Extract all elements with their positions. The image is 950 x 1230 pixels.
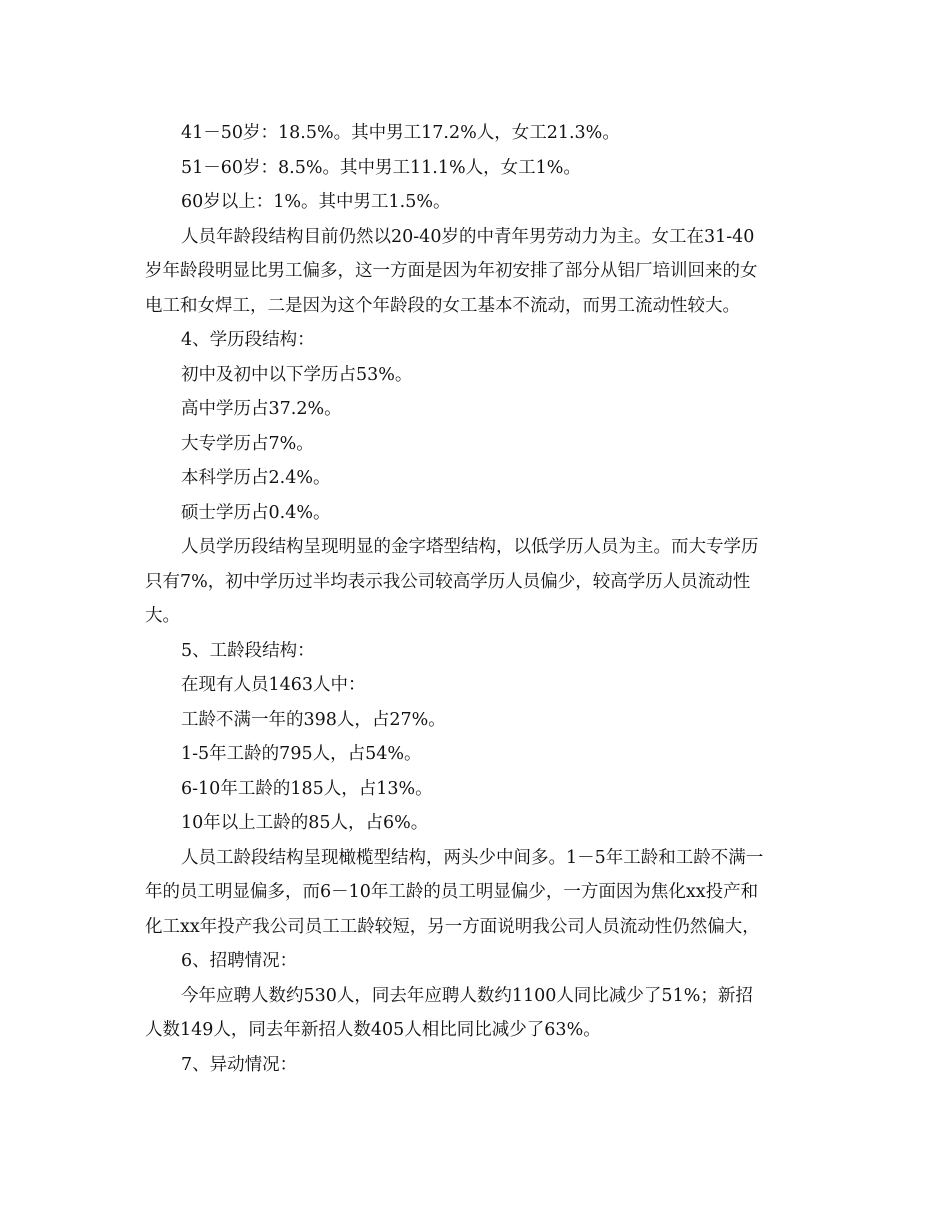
paragraph-line: 今年应聘人数约530人，同去年应聘人数约1100人同比减少了51%；新招 xyxy=(181,985,753,1006)
seniority-item: 1-5年工龄的795人，占54%。 xyxy=(181,744,422,764)
education-item: 硕士学历占0.4%。 xyxy=(181,502,331,523)
paragraph-line: 人数149人，同去年新招人数405人相比同比减少了63%。 xyxy=(145,1020,601,1040)
section5-heading: 5、工龄段结构： xyxy=(181,640,315,661)
recruitment-summary-paragraph xyxy=(145,979,805,1048)
seniority-item: 6-10年工龄的185人，占13%。 xyxy=(181,778,433,799)
education-item: 高中学历占37.2%。 xyxy=(181,399,342,419)
paragraph-line: 人员年龄段结构目前仍然以20-40岁的中青年男劳动力为主。女工在31-40 xyxy=(181,226,755,247)
age-41-50-line: 41－50岁：18.5%。其中男工17.2%人，女工21.3%。 xyxy=(181,123,620,143)
paragraph-line: 人员工龄段结构呈现橄榄型结构，两头少中间多。1－5年工龄和工龄不满一 xyxy=(181,847,764,868)
paragraph-line: 电工和女焊工，二是因为这个年龄段的女工基本不流动，而男工流动性较大。 xyxy=(145,295,740,316)
education-item: 初中及初中以下学历占53%。 xyxy=(181,364,413,385)
seniority-item: 工龄不满一年的398人，占27%。 xyxy=(181,709,446,730)
age-60-plus-line: 60岁以上：1%。其中男工1.5%。 xyxy=(181,192,451,212)
seniority-item: 10年以上工龄的85人，占6%。 xyxy=(181,813,429,833)
age-summary-paragraph xyxy=(145,220,805,324)
paragraph-line: 岁年龄段明显比男工偏多，这一方面是因为年初安排了部分从铝厂培训回来的女 xyxy=(145,261,758,281)
section4-heading: 4、学历段结构： xyxy=(181,330,315,350)
age-51-60-line: 51－60岁：8.5%。其中男工11.1%人，女工1%。 xyxy=(181,157,581,178)
section7-heading: 7、异动情况： xyxy=(181,1054,298,1075)
paragraph-line: 大。 xyxy=(145,606,180,626)
education-summary-paragraph xyxy=(145,530,805,634)
paragraph-line: 人员学历段结构呈现明显的金字塔型结构，以低学历人员为主。而大专学历 xyxy=(181,537,759,557)
education-item: 大专学历占7%。 xyxy=(181,433,314,454)
paragraph-line: 化工xx年投产我公司员工工龄较短，另一方面说明我公司人员流动性仍然偏大， xyxy=(145,916,760,937)
document-page xyxy=(145,116,805,1082)
education-item: 本科学历占2.4%。 xyxy=(181,468,331,488)
seniority-item: 在现有人员1463人中： xyxy=(181,675,366,695)
section6-heading: 6、招聘情况： xyxy=(181,951,298,971)
paragraph-line: 年的员工明显偏多，而6－10年工龄的员工明显偏少，一方面因为焦化xx投产和 xyxy=(145,882,759,902)
paragraph-line: 只有7%，初中学历过半均表示我公司较高学历人员偏少，较高学历人员流动性 xyxy=(145,571,751,592)
seniority-summary-paragraph xyxy=(145,841,805,945)
